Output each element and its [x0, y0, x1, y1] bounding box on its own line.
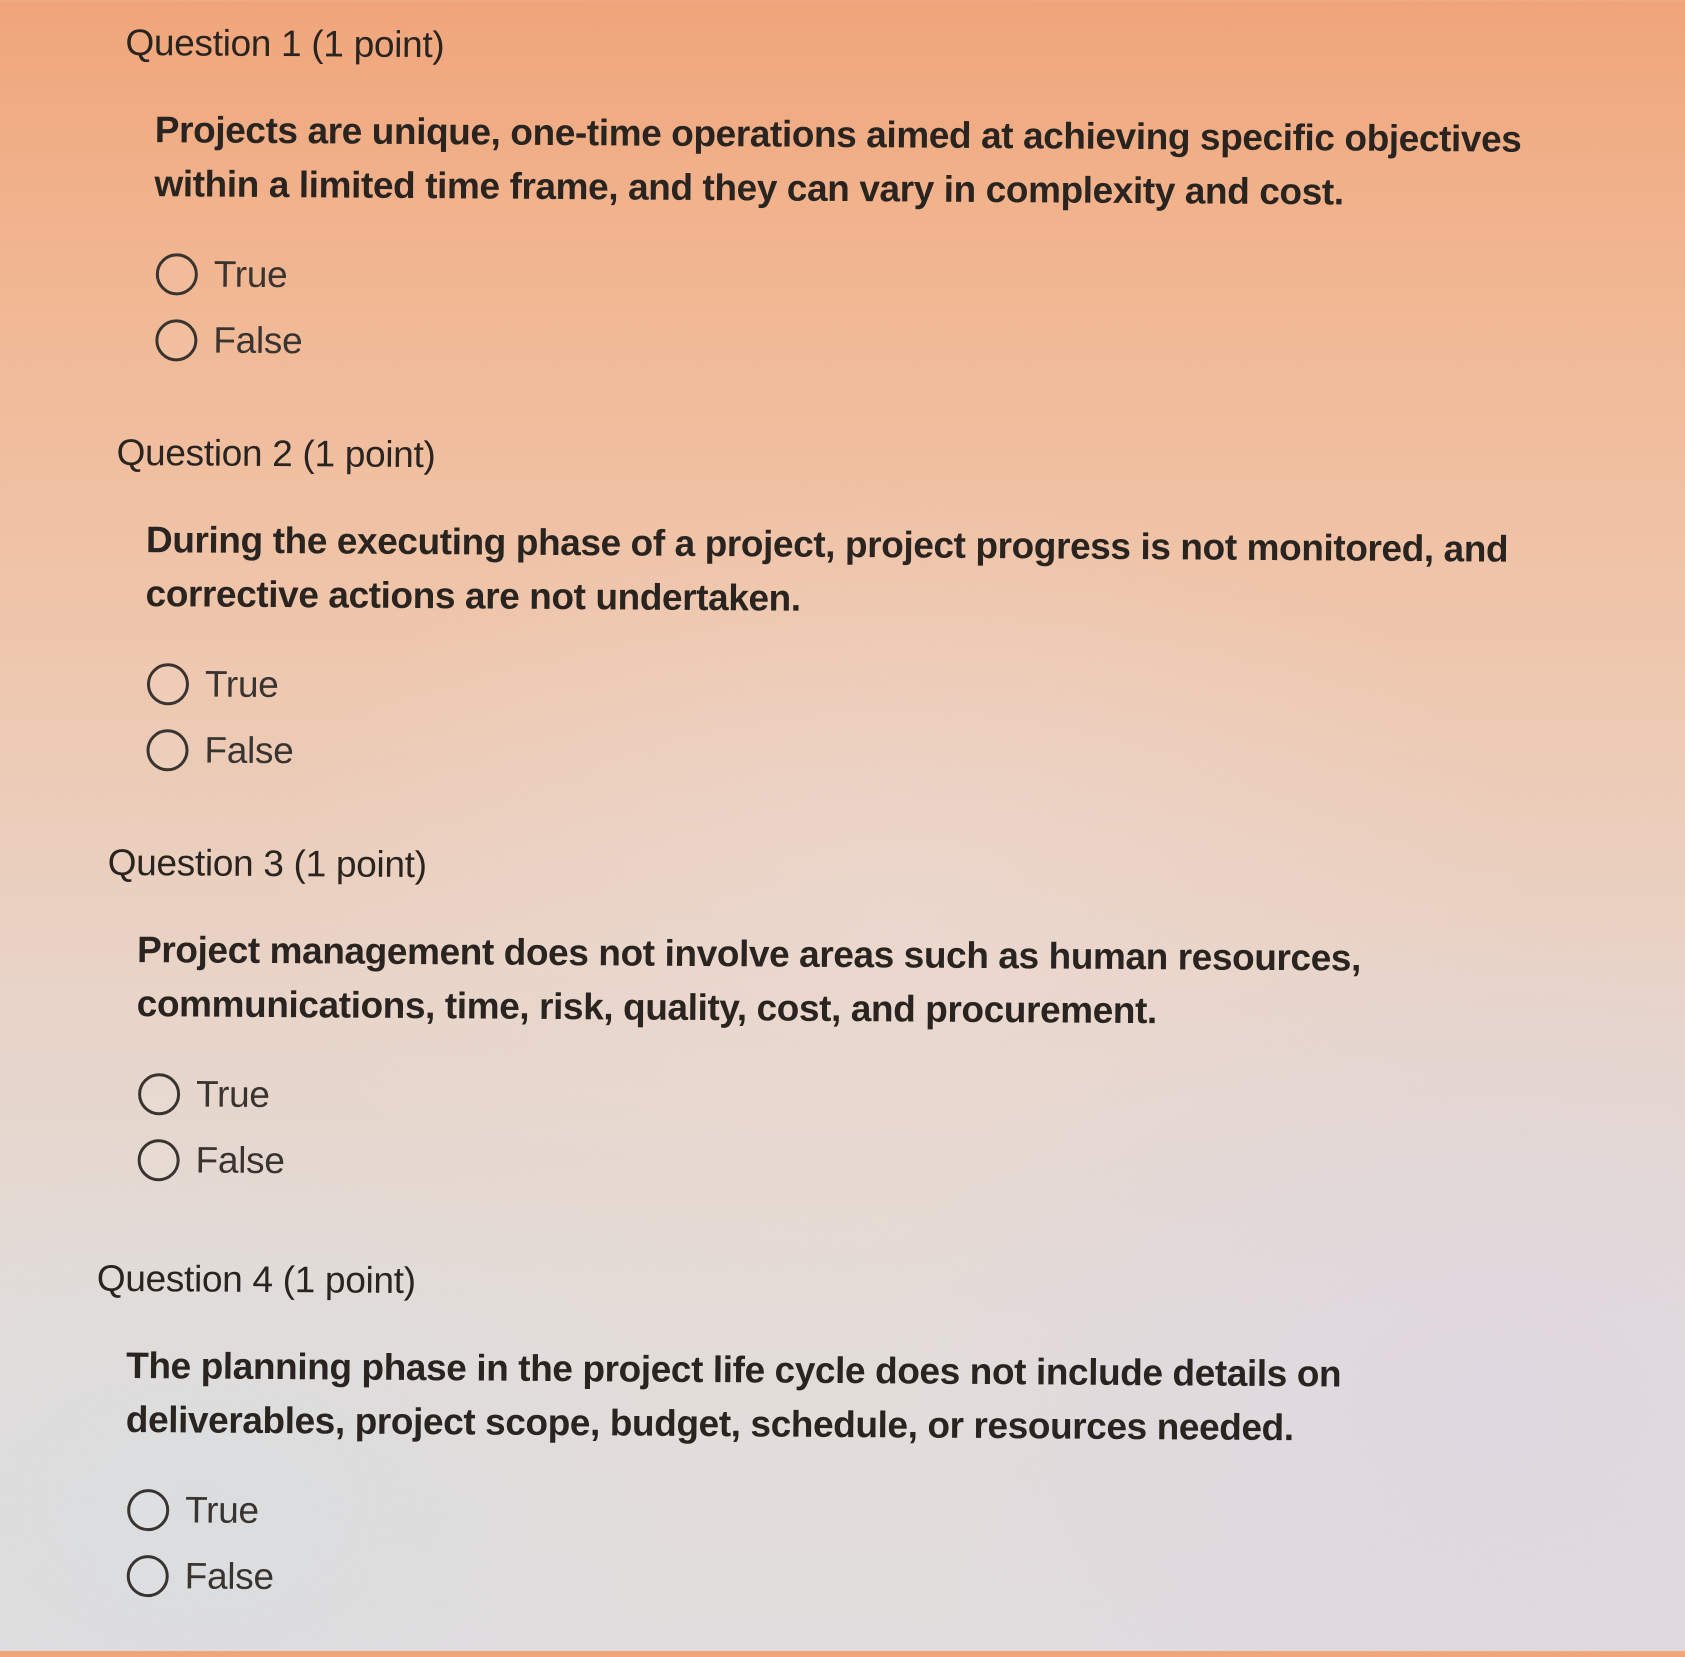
radio-button[interactable]	[156, 253, 198, 295]
option-true[interactable]	[156, 241, 1604, 317]
radio-button[interactable]	[147, 663, 189, 705]
answer-options	[127, 1477, 1576, 1619]
radio-button[interactable]	[127, 1555, 169, 1597]
option-label[interactable]: False	[195, 1139, 285, 1182]
option-false[interactable]	[127, 1543, 1575, 1619]
question-title: Question 2 (1 point)	[116, 431, 436, 476]
option-label[interactable]: True	[213, 253, 288, 296]
question-title: Question 4 (1 point)	[96, 1257, 416, 1302]
option-label[interactable]: False	[204, 729, 294, 772]
option-label[interactable]: True	[195, 1073, 270, 1116]
question-text: Project management does not involve areas such as human resources, communications, time, risk, quality, cost, and procurement.	[136, 929, 1362, 1032]
question-4	[95, 1257, 1577, 1619]
question-1	[123, 21, 1605, 383]
option-true[interactable]	[138, 1061, 1586, 1137]
question-3	[105, 841, 1587, 1203]
answer-options	[146, 651, 1595, 793]
question-title: Question 3 (1 point)	[107, 841, 427, 886]
radio-button[interactable]	[138, 1139, 180, 1181]
answer-options	[155, 241, 1604, 383]
radio-button[interactable]	[146, 729, 188, 771]
question-2	[114, 431, 1596, 793]
question-text: Projects are unique, one-time operations aimed at achieving specific objectives within a limited time frame, and they can vary in complexity and cost.	[154, 109, 1522, 213]
option-label[interactable]: True	[185, 1489, 259, 1531]
answer-options	[137, 1061, 1586, 1203]
question-title: Question 1 (1 point)	[125, 21, 445, 66]
radio-button[interactable]	[155, 319, 197, 361]
option-true[interactable]	[147, 651, 1595, 727]
option-false[interactable]	[155, 307, 1603, 383]
question-text: The planning phase in the project life cycle does not include details on deliverables, project scope, budget, schedule, or resources needed.	[125, 1345, 1342, 1449]
option-false[interactable]	[137, 1127, 1585, 1203]
option-false[interactable]	[146, 717, 1594, 793]
option-true[interactable]	[127, 1477, 1575, 1553]
option-label[interactable]: True	[204, 663, 279, 706]
option-label[interactable]: False	[213, 319, 303, 362]
option-label[interactable]: False	[184, 1555, 274, 1598]
radio-button[interactable]	[138, 1073, 180, 1115]
question-text: During the executing phase of a project, project progress is not monitored, and corrective actions are not undertaken.	[145, 519, 1509, 619]
radio-button[interactable]	[127, 1489, 169, 1531]
